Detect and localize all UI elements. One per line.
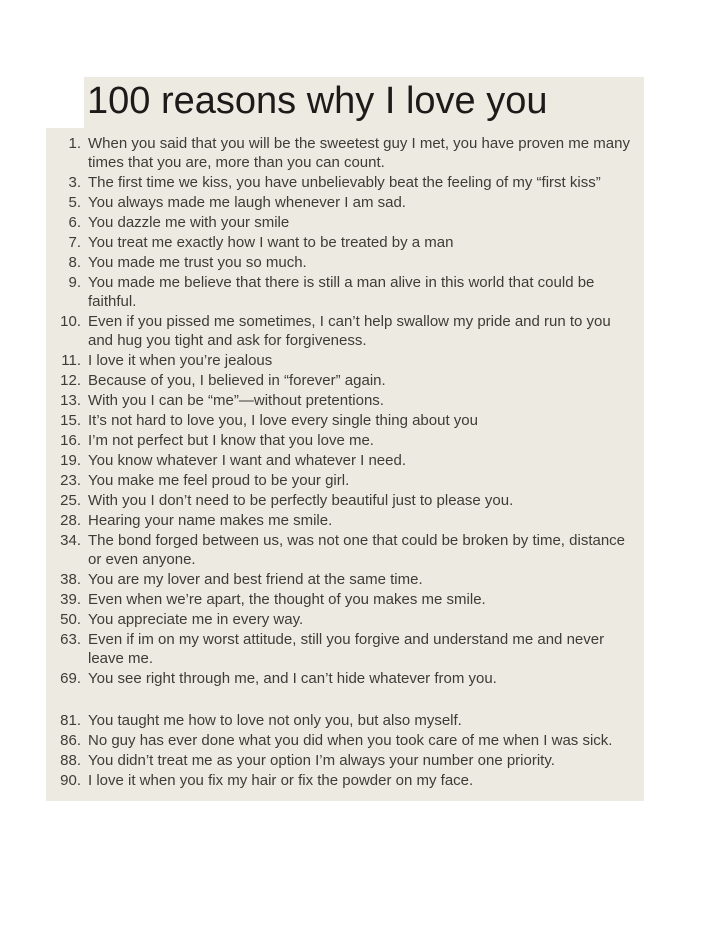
list-item-number: 15. (60, 412, 81, 429)
list-item-number: 7. (68, 234, 81, 251)
list-item-text: The bond forged between us, was not one that could be broken by time, distance or even anyone. (88, 532, 626, 568)
list-item (54, 312, 632, 350)
list-item-number: 90. (60, 772, 81, 789)
list-item-number: 1. (68, 135, 81, 152)
list-item (54, 351, 632, 370)
list-item-number: 69. (60, 670, 81, 687)
list-item (54, 511, 632, 530)
list-item-text: You made me believe that there is still a man alive in this world that could be faithful. (88, 274, 595, 310)
list-item-text: It’s not hard to love you, I love every single thing about you (88, 412, 478, 429)
list-item (54, 669, 632, 688)
list-item-number: 12. (60, 372, 81, 389)
list-item-text: You appreciate me in every way. (88, 611, 304, 628)
list-item-text: Because of you, I believed in “forever” again. (88, 372, 386, 389)
list-item (54, 630, 632, 668)
list-item (54, 731, 632, 750)
list-item-number: 28. (60, 512, 81, 529)
list-item (54, 711, 632, 730)
list-item-text: I love it when you’re jealous (88, 352, 273, 369)
list-item (54, 610, 632, 629)
list-item-text: You made me trust you so much. (88, 254, 307, 271)
list-item-number: 6. (68, 214, 81, 231)
list-item-text: You dazzle me with your smile (88, 214, 290, 231)
list-item (54, 134, 632, 172)
list-item (54, 570, 632, 589)
list-item (54, 273, 632, 311)
list-item-number: 8. (68, 254, 81, 271)
list-item (54, 531, 632, 569)
list-item (54, 751, 632, 770)
list-item-number: 5. (68, 194, 81, 211)
list-item-text: You always made me laugh whenever I am sad. (88, 194, 406, 211)
list-item-text: Even if im on my worst attitude, still you forgive and understand me and never leave me. (88, 631, 605, 667)
list-item-text: Even when we’re apart, the thought of you makes me smile. (88, 591, 486, 608)
list-item-text: When you said that you will be the sweetest guy I met, you have proven me many times that you are, more than you can count. (88, 135, 630, 171)
list-item-text: With you I don’t need to be perfectly beautiful just to please you. (88, 492, 514, 509)
title-block (84, 77, 644, 128)
list-item-number: 39. (60, 591, 81, 608)
list-item (54, 471, 632, 490)
list-item-text: Even if you pissed me sometimes, I can’t help swallow my pride and run to you and hug you tight and ask for forgiveness. (88, 313, 611, 349)
list-item (54, 431, 632, 450)
list-item-number: 81. (60, 712, 81, 729)
list-item-text: You know whatever I want and whatever I need. (88, 452, 406, 469)
list-item (54, 771, 632, 790)
list-item-number: 25. (60, 492, 81, 509)
list-item (54, 253, 632, 272)
list-item (54, 371, 632, 390)
list-item-number: 19. (60, 452, 81, 469)
list-item-number: 13. (60, 392, 81, 409)
list-item-text: You treat me exactly how I want to be treated by a man (88, 234, 454, 251)
list-item-number: 63. (60, 631, 81, 648)
list-item-number: 16. (60, 432, 81, 449)
list-item (54, 213, 632, 232)
list-item-text: Hearing your name makes me smile. (88, 512, 333, 529)
list-item-text: The first time we kiss, you have unbelievably beat the feeling of my “first kiss” (88, 174, 601, 191)
list-item-number: 38. (60, 571, 81, 588)
list-item-number: 88. (60, 752, 81, 769)
list-item-text: You didn’t treat me as your option I’m always your number one priority. (88, 752, 555, 769)
list-item-text: You taught me how to love not only you, but also myself. (88, 712, 462, 729)
list-item-text: You make me feel proud to be your girl. (88, 472, 350, 489)
list-item-number: 3. (68, 174, 81, 191)
list-item (54, 233, 632, 252)
reasons-list (46, 128, 644, 801)
list-item (54, 193, 632, 212)
list-item-number: 50. (60, 611, 81, 628)
list-item (54, 391, 632, 410)
list-item (54, 590, 632, 609)
list-item-text: With you I can be “me”—without pretentions. (88, 392, 384, 409)
list-item (54, 451, 632, 470)
list-item-text: No guy has ever done what you did when you took care of me when I was sick. (88, 732, 613, 749)
list-item-number: 34. (60, 532, 81, 549)
list-item-number: 86. (60, 732, 81, 749)
list-item-number: 10. (60, 313, 81, 330)
list-item-number: 11. (61, 352, 81, 369)
list-item (54, 411, 632, 430)
list-item (54, 173, 632, 192)
list-item-text: I love it when you fix my hair or fix the powder on my face. (88, 772, 474, 789)
list-item-number: 9. (68, 274, 81, 291)
list-item-text: I’m not perfect but I know that you love me. (88, 432, 374, 449)
list-item (54, 491, 632, 510)
list-item-text: You are my lover and best friend at the same time. (88, 571, 423, 588)
list-item-text: You see right through me, and I can’t hide whatever from you. (88, 670, 497, 687)
page-title: 100 reasons why I love you (87, 80, 548, 122)
list-item-number: 23. (60, 472, 81, 489)
